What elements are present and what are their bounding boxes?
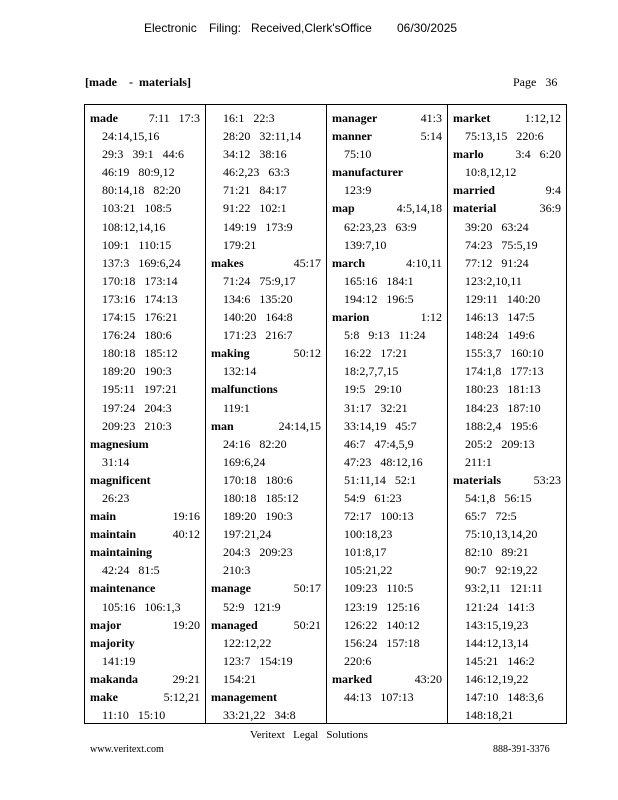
index-refs-continuation: 126:22 140:12 (344, 617, 420, 632)
index-refs-continuation: 100:18,23 (344, 527, 393, 542)
index-refs-continuation: 44:13 107:13 (344, 690, 414, 704)
index-refs-continuation: 18:2,7,7,15 (344, 364, 399, 379)
index-refs-continuation: 105:16 106:1,3 (102, 599, 181, 614)
filing-date: 06/30/2025 (397, 21, 458, 35)
index-term: married (453, 183, 495, 198)
index-refs: 5:12,21 (163, 690, 200, 704)
index-refs-continuation: 119:1 (223, 400, 250, 415)
index-refs-continuation: 180:18 185:12 (102, 346, 178, 361)
index-entry (332, 109, 442, 127)
index-entry (453, 199, 561, 217)
index-refs-continuation: 147:10 148:3,6 (465, 690, 544, 704)
index-refs: 45:17 (293, 255, 321, 270)
index-entry (211, 344, 321, 362)
index-refs-continuation: 74:23 75:5,19 (465, 237, 538, 252)
index-entry (332, 254, 442, 272)
index-refs-continuation: 24:16 82:20 (223, 436, 287, 451)
index-refs-continuation: 75:10,13,14,20 (465, 527, 538, 542)
index-refs-continuation: 148:18,21 (465, 708, 514, 723)
index-refs-continuation: 144:12,13,14 (465, 635, 529, 650)
index-refs-continuation: 51:11,14 52:1 (344, 472, 417, 487)
index-refs-continuation: 71:24 75:9,17 (223, 273, 296, 288)
index-term: malfunctions (211, 382, 278, 397)
index-refs-continuation: 173:16 174:13 (102, 291, 178, 306)
index-refs-continuation: 26:23 (102, 490, 130, 505)
index-refs: 19:20 (172, 617, 200, 632)
index-entry (332, 127, 442, 145)
index-term: manager (332, 111, 378, 125)
index-term: maintaining (90, 545, 153, 560)
index-refs-continuation: 123:9 (344, 183, 372, 198)
index-term: maintenance (90, 581, 156, 596)
index-refs-continuation: 5:8 9:13 11:24 (344, 328, 426, 343)
index-refs-continuation: 33:21,22 34:8 (223, 708, 296, 723)
index-entry (90, 471, 200, 489)
index-refs-continuation: 46:7 47:4,5,9 (344, 436, 414, 451)
index-refs-continuation: 189:20 190:3 (102, 364, 172, 379)
index-refs-continuation: 52:9 121:9 (223, 599, 281, 614)
index-refs: 29:21 (172, 671, 200, 686)
index-refs: 1:12 (420, 310, 442, 325)
index-entry (332, 670, 442, 688)
index-entry (211, 579, 321, 597)
index-refs-continuation: 91:22 102:1 (223, 201, 287, 216)
index-refs-continuation: 16:22 17:21 (344, 346, 408, 361)
index-entry (90, 634, 200, 652)
footer-website: www.veritext.com (90, 744, 164, 755)
index-refs-continuation: 174:1,8 177:13 (465, 364, 544, 379)
index-refs-continuation: 154:21 (223, 671, 257, 686)
index-entry (453, 145, 561, 163)
index-entry (90, 109, 200, 127)
index-refs-continuation: 93:2,11 121:11 (465, 581, 543, 596)
index-refs-continuation: 197:24 204:3 (102, 400, 172, 415)
index-entry (90, 688, 200, 706)
index-term: magnificent (90, 472, 151, 487)
index-entry (211, 254, 321, 272)
index-refs-continuation: 174:15 176:21 (102, 310, 178, 325)
index-term: maintain (90, 527, 137, 542)
index-refs-continuation: 72:17 100:13 (344, 509, 414, 524)
index-refs: 3:4 6:20 (515, 147, 561, 162)
index-term: march (332, 255, 366, 270)
index-term: man (211, 418, 234, 433)
index-refs-continuation: 169:6,24 (223, 454, 266, 469)
index-term: makanda (90, 671, 139, 686)
index-refs: 50:12 (293, 346, 321, 361)
index-term: materials (453, 472, 501, 487)
index-refs-continuation: 10:8,12,12 (465, 165, 517, 180)
index-refs-continuation: 46:2,23 63:3 (223, 165, 290, 180)
index-entry (453, 471, 561, 489)
index-refs-continuation: 195:11 197:21 (102, 382, 178, 397)
index-refs-continuation: 121:24 141:3 (465, 599, 535, 614)
index-refs-continuation: 29:3 39:1 44:6 (102, 147, 185, 162)
index-refs-continuation: 39:20 63:24 (465, 219, 529, 234)
index-refs-continuation: 31:14 (102, 454, 130, 469)
index-entry (211, 380, 321, 398)
index-refs-continuation: 176:24 180:6 (102, 328, 172, 343)
index-refs-continuation: 31:17 32:21 (344, 400, 408, 415)
index-refs-continuation: 123:19 125:16 (344, 599, 420, 614)
index-refs-continuation: 80:14,18 82:20 (102, 183, 181, 198)
index-refs-continuation: 148:24 149:6 (465, 328, 535, 343)
index-refs-continuation: 109:23 110:5 (344, 581, 414, 596)
index-refs-continuation: 137:3 169:6,24 (102, 255, 181, 270)
index-term: marked (332, 671, 372, 686)
index-refs-continuation: 82:10 89:21 (465, 545, 529, 560)
index-term: map (332, 201, 355, 216)
index-refs-continuation: 11:10 15:10 (102, 708, 166, 723)
index-refs-continuation: 211:1 (465, 454, 492, 469)
index-refs-continuation: 220:6 (344, 653, 372, 668)
index-refs-continuation: 140:20 164:8 (223, 310, 293, 325)
index-refs: 50:17 (293, 581, 321, 596)
index-entry (90, 507, 200, 525)
index-refs-continuation: 122:12,22 (223, 635, 272, 650)
index-refs-continuation: 105:21,22 (344, 563, 393, 578)
index-term: majority (90, 635, 135, 650)
index-refs-continuation: 109:1 110:15 (102, 237, 172, 252)
index-column-3 (326, 105, 447, 723)
index-range: [made - materials] (85, 75, 191, 89)
index-entry (90, 435, 200, 453)
index-refs-continuation: 123:7 154:19 (223, 653, 293, 668)
index-refs-continuation: 171:23 216:7 (223, 328, 293, 343)
index-refs-continuation: 132:14 (223, 364, 257, 379)
index-refs-continuation: 184:23 187:10 (465, 400, 541, 415)
index-refs: 9:4 (545, 183, 561, 198)
index-term: make (90, 690, 118, 704)
index-refs-continuation: 16:1 22:3 (223, 111, 275, 125)
index-term: main (90, 509, 117, 524)
index-entry (453, 109, 561, 127)
index-refs: 24:14,15 (278, 418, 321, 433)
index-refs-continuation: 103:21 108:5 (102, 201, 172, 216)
index-refs-continuation: 24:14,15,16 (102, 129, 160, 144)
index-refs: 4:10,11 (406, 255, 442, 270)
index-term: manufacturer (332, 165, 404, 180)
index-refs-continuation: 46:19 80:9,12 (102, 165, 175, 180)
index-refs-continuation: 156:24 157:18 (344, 635, 420, 650)
index-refs-continuation: 155:3,7 160:10 (465, 346, 544, 361)
index-refs-continuation: 134:6 135:20 (223, 291, 293, 306)
index-entry (332, 308, 442, 326)
footer-phone: 888-391-3376 (493, 744, 550, 755)
index-entry (211, 417, 321, 435)
word-index-table (84, 104, 567, 724)
index-refs-continuation: 28:20 32:11,14 (223, 129, 302, 144)
index-refs-continuation: 179:21 (223, 237, 257, 252)
index-refs-continuation: 77:12 91:24 (465, 255, 529, 270)
index-refs-continuation: 101:8,17 (344, 545, 387, 560)
index-refs-continuation: 54:1,8 56:15 (465, 490, 532, 505)
index-term: manner (332, 129, 372, 144)
index-refs: 41:3 (420, 111, 442, 125)
index-refs-continuation: 170:18 180:6 (223, 472, 293, 487)
index-entry (332, 199, 442, 217)
index-entry (90, 543, 200, 561)
index-refs-continuation: 197:21,24 (223, 527, 272, 542)
index-refs: 5:14 (420, 129, 442, 144)
index-refs-continuation: 146:13 147:5 (465, 310, 535, 325)
index-entry (211, 616, 321, 634)
index-refs: 53:23 (533, 472, 561, 487)
index-refs-continuation: 75:13,15 220:6 (465, 129, 544, 144)
index-refs-continuation: 145:21 146:2 (465, 653, 535, 668)
index-entry (90, 670, 200, 688)
index-refs: 43:20 (414, 671, 442, 686)
index-term: marlo (453, 147, 484, 162)
index-refs-continuation: 210:3 (223, 563, 251, 578)
index-entry (90, 616, 200, 634)
index-refs-continuation: 65:7 72:5 (465, 509, 517, 524)
index-refs-continuation: 71:21 84:17 (223, 183, 287, 198)
index-term: manage (211, 581, 251, 596)
index-refs-continuation: 123:2,10,11 (465, 273, 522, 288)
index-refs: 40:12 (172, 527, 200, 542)
filing-word-1: Electronic (144, 21, 197, 35)
index-column-2 (205, 105, 326, 723)
index-refs-continuation: 180:23 181:13 (465, 382, 541, 397)
index-term: magnesium (90, 436, 149, 451)
index-refs: 36:9 (539, 201, 561, 216)
filing-word-3: Received,Clerk'sOffice (251, 21, 372, 35)
index-refs: 1:12,12 (524, 111, 561, 125)
index-refs-continuation: 19:5 29:10 (344, 382, 402, 397)
index-term: managed (211, 617, 258, 632)
index-refs-continuation: 205:2 209:13 (465, 436, 535, 451)
page-number: Page 36 (513, 75, 558, 89)
index-refs-continuation: 75:10 (344, 147, 372, 162)
index-refs-continuation: 90:7 92:19,22 (465, 563, 538, 578)
index-column-4 (447, 105, 566, 723)
index-term: market (453, 111, 491, 125)
index-refs-continuation: 209:23 210:3 (102, 418, 172, 433)
index-term: made (90, 111, 118, 125)
index-refs-continuation: 141:19 (102, 653, 136, 668)
index-refs-continuation: 62:23,23 63:9 (344, 219, 417, 234)
index-refs-continuation: 189:20 190:3 (223, 509, 293, 524)
index-term: making (211, 346, 250, 361)
index-refs-continuation: 34:12 38:16 (223, 147, 287, 162)
index-refs-continuation: 143:15,19,23 (465, 617, 529, 632)
index-refs: 50:21 (293, 617, 321, 632)
index-refs: 4:5,14,18 (396, 201, 442, 216)
index-entry (332, 163, 442, 181)
index-refs-continuation: 139:7,10 (344, 237, 387, 252)
index-refs-continuation: 129:11 140:20 (465, 291, 541, 306)
index-refs-continuation: 108:12,14,16 (102, 219, 166, 234)
index-refs-continuation: 165:16 184:1 (344, 273, 414, 288)
filing-word-2: Filing: (209, 21, 242, 35)
index-term: major (90, 617, 122, 632)
index-refs-continuation: 47:23 48:12,16 (344, 454, 423, 469)
index-refs-continuation: 33:14,19 45:7 (344, 418, 417, 433)
index-entry (211, 688, 321, 706)
index-refs-continuation: 180:18 185:12 (223, 490, 299, 505)
index-refs-continuation: 194:12 196:5 (344, 291, 414, 306)
index-term: marion (332, 310, 370, 325)
index-term: management (211, 690, 277, 704)
index-entry (453, 181, 561, 199)
index-refs-continuation: 204:3 209:23 (223, 545, 293, 560)
index-refs-continuation: 149:19 173:9 (223, 219, 293, 234)
index-column-1 (85, 105, 205, 723)
index-term: makes (211, 255, 244, 270)
index-refs-continuation: 42:24 81:5 (102, 563, 160, 578)
index-refs: 19:16 (172, 509, 200, 524)
index-entry (90, 579, 200, 597)
footer-company: Veritext Legal Solutions (250, 729, 368, 741)
index-refs-continuation: 188:2,4 195:6 (465, 418, 538, 433)
index-term: material (453, 201, 497, 216)
index-refs: 7:11 17:3 (148, 111, 200, 125)
index-refs-continuation: 54:9 61:23 (344, 490, 402, 505)
index-refs-continuation: 146:12,19,22 (465, 671, 529, 686)
index-entry (90, 525, 200, 543)
index-refs-continuation: 170:18 173:14 (102, 273, 178, 288)
